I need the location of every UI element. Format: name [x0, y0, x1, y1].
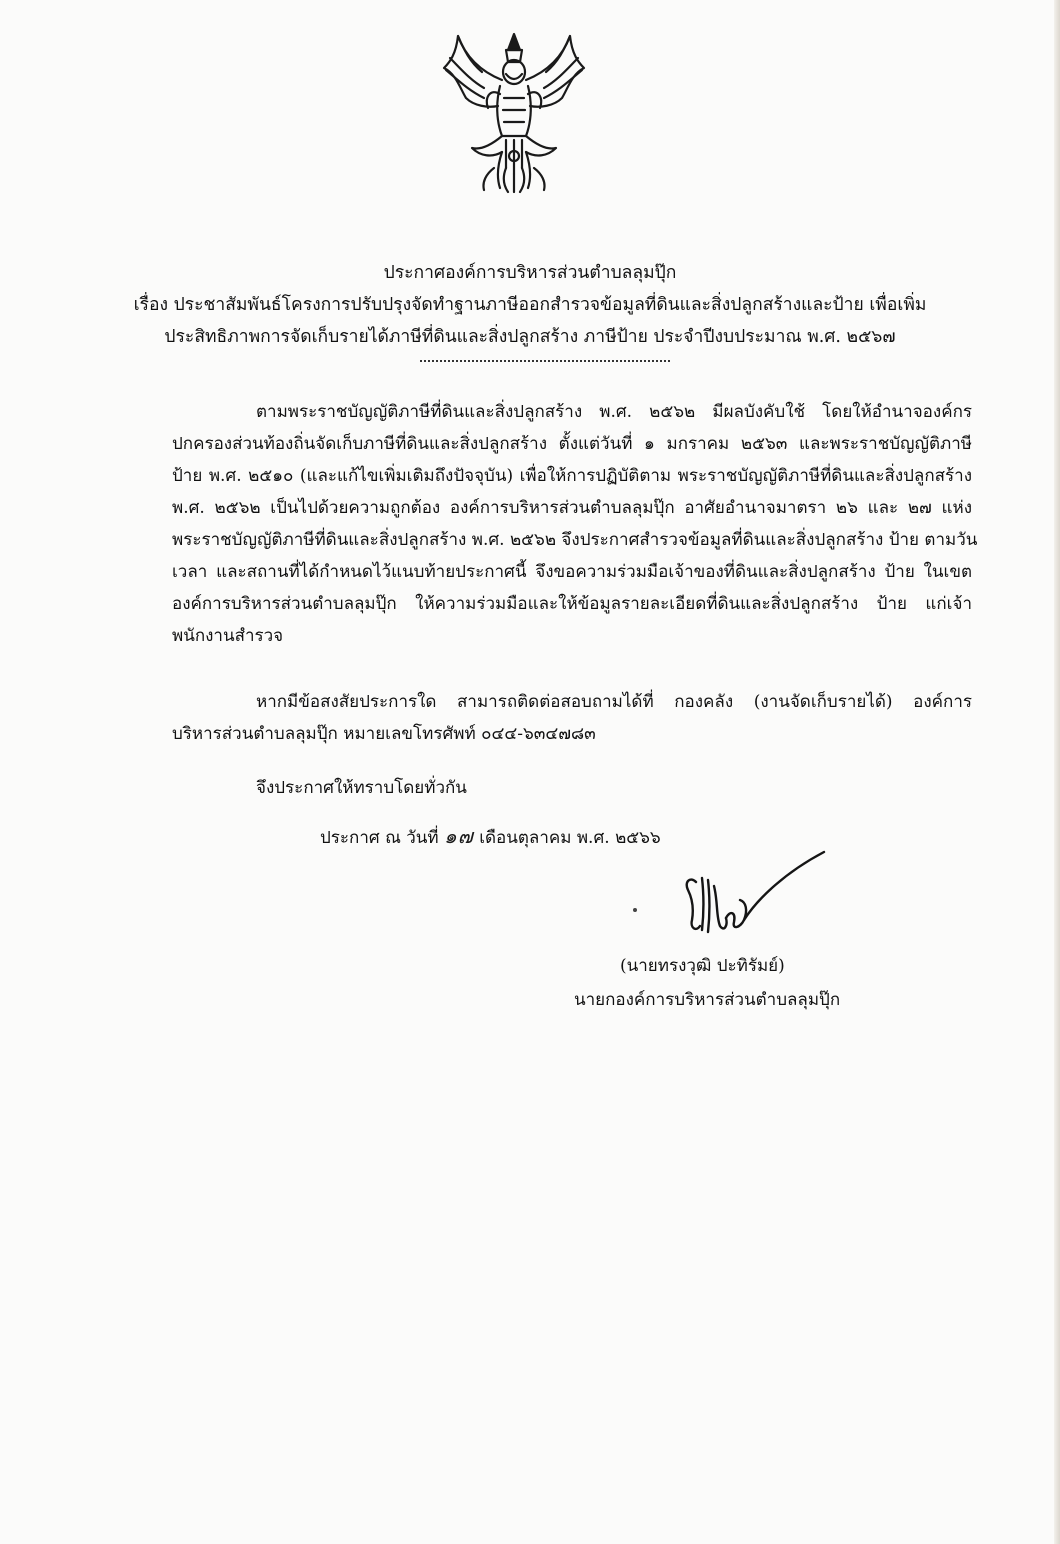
paragraph-line: พนักงานสำรวจ [172, 626, 284, 646]
ink-speck [633, 908, 637, 912]
paper-edge [1054, 0, 1060, 1544]
date-prefix: ประกาศ ณ วันที่ [320, 828, 439, 848]
paragraph-line: พ.ศ. ๒๕๖๒ เป็นไปด้วยความถูกต้อง องค์การบริหารส่วนตำบลลุมปุ๊ก อาศัยอำนาจมาตรา ๒๖ และ ๒๗ แห่ง [172, 498, 972, 518]
date-day-handwritten: ๑๗ [444, 824, 474, 848]
paragraph-line: ปกครองส่วนท้องถิ่นจัดเก็บภาษีที่ดินและสิ่งปลูกสร้าง ตั้งแต่วันที่ ๑ มกราคม ๒๕๖๓ และพระราชบัญญัติภาษี [172, 434, 972, 454]
garuda-emblem-icon [436, 28, 592, 196]
signatory-name: (นายทรงวุฒิ ปะทิรัมย์) [620, 956, 785, 976]
paragraph-line: พระราชบัญญัติภาษีที่ดินและสิ่งปลูกสร้าง พ.ศ. ๒๕๖๒ จึงประกาศสำรวจข้อมูลที่ดินและสิ่งปลูกสร้าง ป้าย ตามวัน [172, 530, 978, 550]
subject-line-2: ประสิทธิภาพการจัดเก็บรายได้ภาษีที่ดินและสิ่งปลูกสร้าง ภาษีป้าย ประจำปีงบประมาณ พ.ศ. ๒๕๖๗ [164, 327, 896, 347]
paragraph-line: ป้าย พ.ศ. ๒๕๑๐ (และแก้ไขเพิ่มเติมถึงปัจจุบัน) เพื่อให้การปฏิบัติตาม พระราชบัญญัติภาษีที่ดินและสิ่งปลูกสร้าง [172, 466, 972, 486]
handwritten-signature-icon [660, 846, 840, 946]
body-paragraph-1 [172, 396, 978, 652]
subject-line-1: เรื่อง ประชาสัมพันธ์โครงการปรับปรุงจัดทำฐานภาษีออกสำรวจข้อมูลที่ดินและสิ่งปลูกสร้างและป้าย เพื่อเพิ่ม [133, 295, 927, 315]
paragraph-line: เวลา และสถานที่ได้กำหนดไว้แนบท้ายประกาศนี้ จึงขอความร่วมมือเจ้าของที่ดินและสิ่งปลูกสร้าง ป้าย ในเขต [172, 562, 972, 582]
announcement-title: ประกาศองค์การบริหารส่วนตำบลลุมปุ๊ก [383, 263, 677, 283]
closing-statement: จึงประกาศให้ทราบโดยทั่วกัน [256, 778, 467, 798]
date-suffix: เดือนตุลาคม พ.ศ. ๒๕๖๖ [479, 828, 661, 848]
paragraph-line: องค์การบริหารส่วนตำบลลุมปุ๊ก ให้ความร่วมมือและให้ข้อมูลรายละเอียดที่ดินและสิ่งปลูกสร้าง ป้าย แก่เจ้า [172, 594, 972, 614]
body-paragraph-2 [172, 686, 972, 750]
signatory-position: นายกองค์การบริหารส่วนตำบลลุมปุ๊ก [574, 990, 841, 1010]
paragraph-line: หากมีข้อสงสัยประการใด สามารถติดต่อสอบถามได้ที่ กองคลัง (งานจัดเก็บรายได้) องค์การ [256, 692, 972, 712]
announcement-date [320, 820, 661, 852]
paragraph-line: ตามพระราชบัญญัติภาษีที่ดินและสิ่งปลูกสร้าง พ.ศ. ๒๕๖๒ มีผลบังคับใช้ โดยให้อำนาจองค์กร [256, 402, 972, 422]
separator-dotted-line [420, 358, 670, 362]
paragraph-line: บริหารส่วนตำบลลุมปุ๊ก หมายเลขโทรศัพท์ ๐๔๔-๖๓๔๗๘๓ [172, 724, 596, 744]
